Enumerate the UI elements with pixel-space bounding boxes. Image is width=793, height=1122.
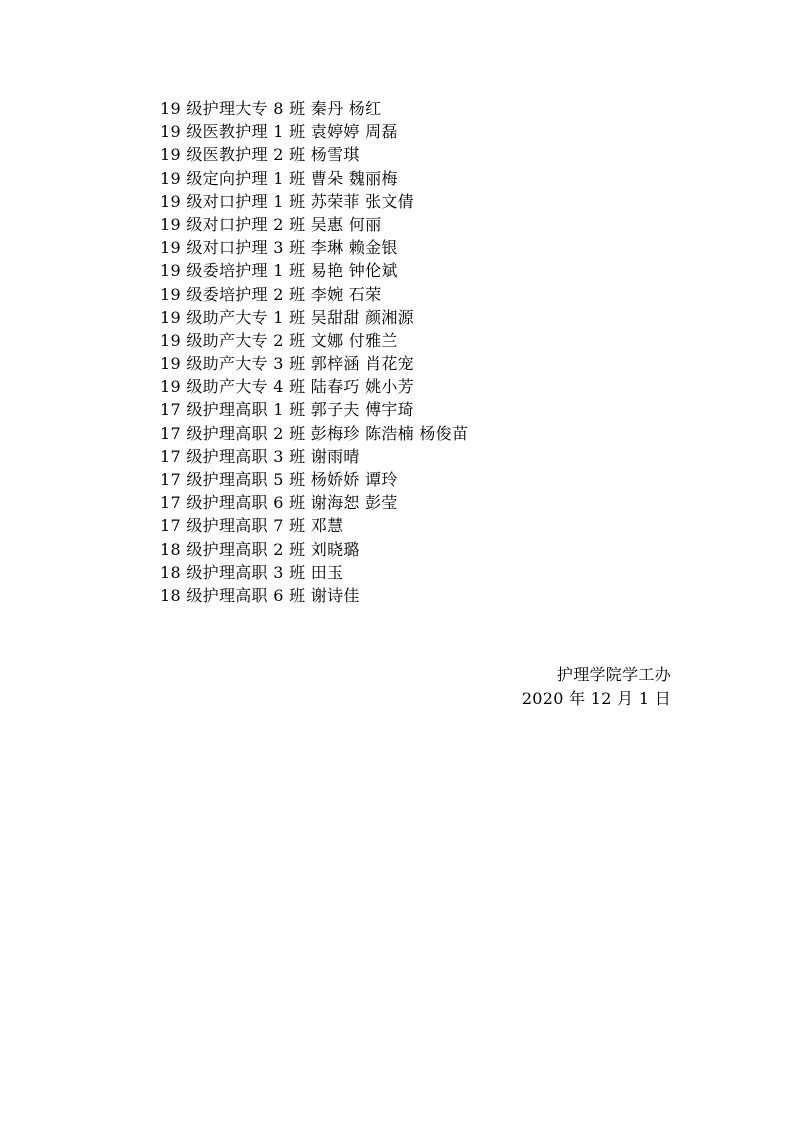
list-item: 17 级护理高职 3 班 谢雨晴 — [160, 446, 360, 466]
list-item: 17 级护理高职 2 班 彭梅珍 陈浩楠 杨俊苗 — [160, 423, 469, 443]
list-item: 19 级对口护理 1 班 苏荣菲 张文倩 — [160, 191, 414, 211]
list-item: 18 级护理高职 2 班 刘晓璐 — [160, 539, 360, 559]
list-item: 19 级助产大专 3 班 郭梓涵 肖花宠 — [160, 354, 414, 374]
list-item: 19 级护理大专 8 班 秦丹 杨红 — [160, 99, 382, 118]
list-item: 18 级护理高职 3 班 田玉 — [160, 562, 344, 582]
signature-date: 2020 年 12 月 1 日 — [521, 688, 671, 708]
list-item: 18 级护理高职 6 班 谢诗佳 — [160, 585, 360, 605]
list-item: 19 级委培护理 1 班 易艳 钟伦斌 — [160, 261, 398, 281]
list-item: 19 级委培护理 2 班 李婉 石荣 — [160, 284, 382, 304]
list-item: 19 级助产大专 4 班 陆春巧 姚小芳 — [160, 377, 414, 397]
list-item: 17 级护理高职 7 班 邓慧 — [160, 516, 344, 536]
signature-office: 护理学院学工办 — [556, 665, 671, 684]
list-item: 17 级护理高职 1 班 郭子夫 傅宇琦 — [160, 400, 414, 420]
signature-block — [522, 663, 671, 710]
list-item: 17 级护理高职 5 班 杨娇娇 谭玲 — [160, 470, 398, 489]
list-item: 19 级助产大专 1 班 吴甜甜 颜湘源 — [160, 307, 414, 327]
list-item: 19 级助产大专 2 班 文娜 付雅兰 — [160, 330, 398, 350]
list-item: 19 级医教护理 1 班 袁婷婷 周磊 — [160, 122, 398, 142]
list-item: 17 级护理高职 6 班 谢海恕 彭莹 — [160, 493, 398, 513]
list-item: 19 级对口护理 2 班 吴惠 何丽 — [160, 214, 382, 234]
class-member-list — [160, 97, 468, 607]
list-item: 19 级对口护理 3 班 李琳 赖金银 — [160, 238, 398, 258]
list-item: 19 级定向护理 1 班 曹朵 魏丽梅 — [160, 168, 398, 188]
list-item: 19 级医教护理 2 班 杨雪琪 — [160, 145, 360, 165]
